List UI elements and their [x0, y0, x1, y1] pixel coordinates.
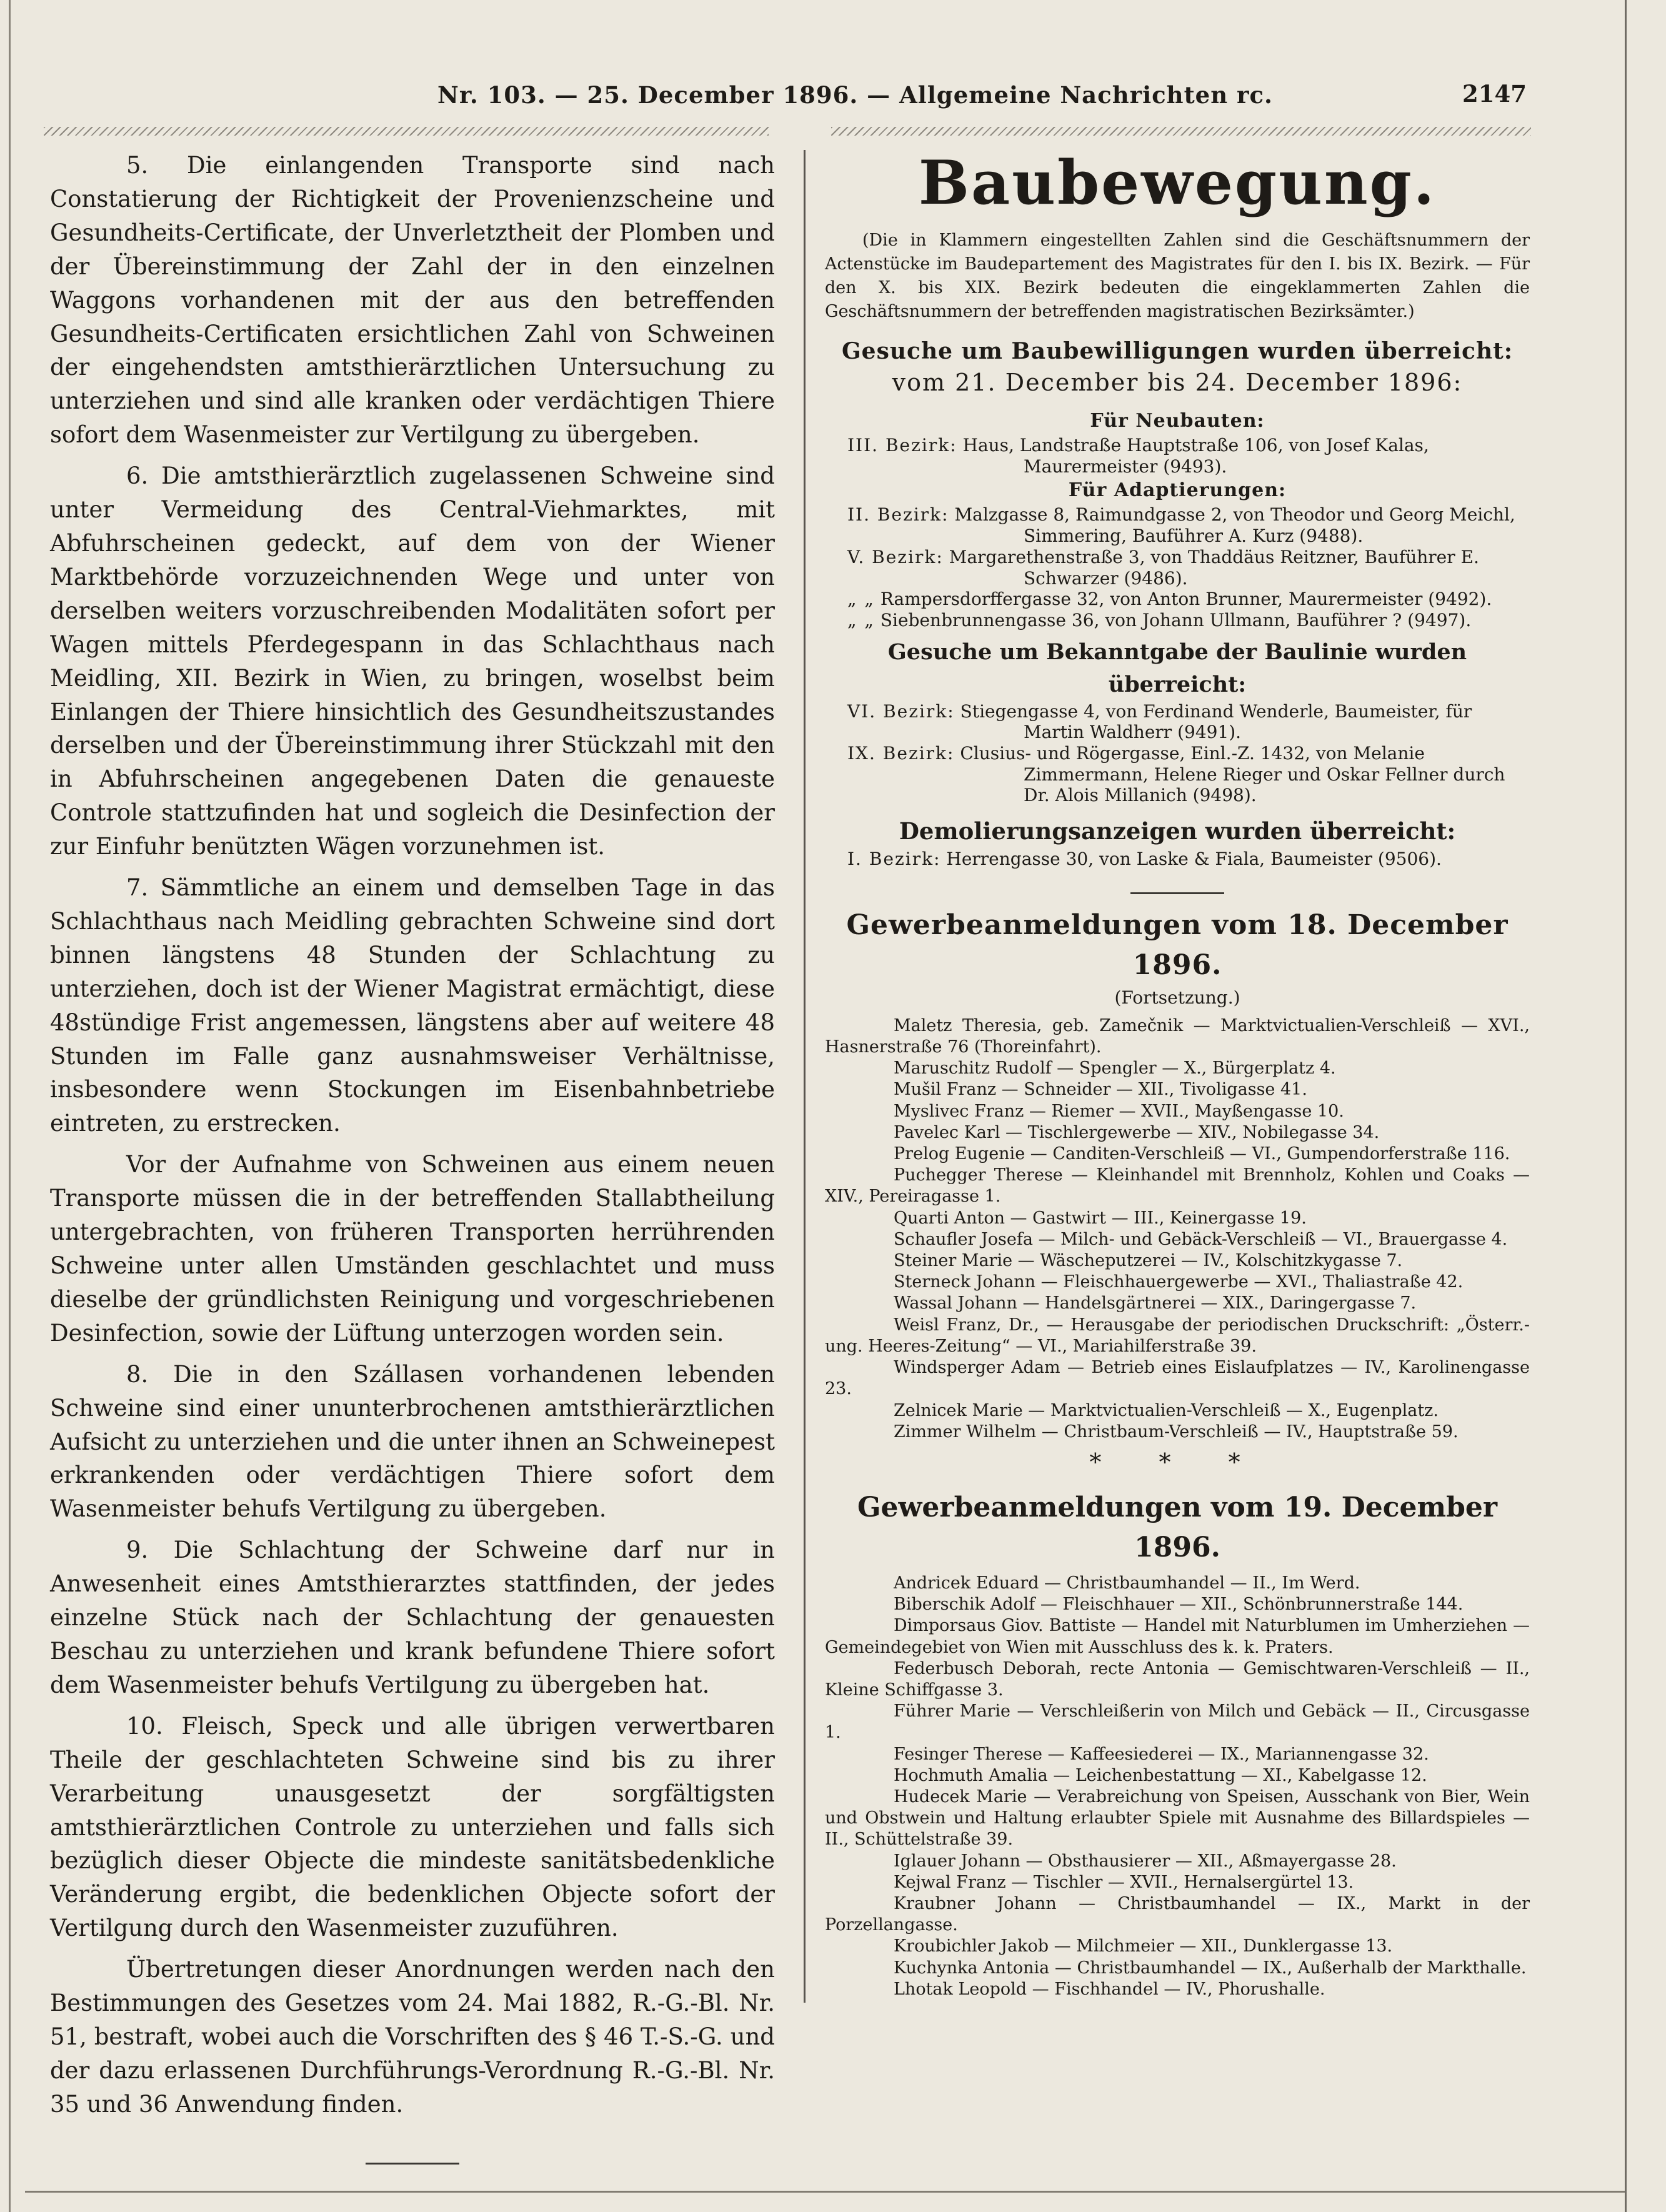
list-item: Biberschik Adolf — Fleischhauer — XII., Schönbrunnerstraße 144. — [894, 1595, 1464, 1615]
list-item: Steiner Marie — Wäscheputzerei — IV., Kolschitzkygasse 7. — [894, 1251, 1403, 1271]
list-item: Prelog Eugenie — Canditen-Verschleiß — VI., Gumpendorferstraße 116. — [894, 1144, 1510, 1164]
permit-entry — [836, 701, 1530, 743]
paragraph: 9. Die Schlachtung der Schweine darf nur in Anwesenheit eines Amtsthierarztes stattfinden, der jedes einzelne Stück nach der Schlachtung der genauesten Beschau zu unterziehen und krank befundene Thiere sofort dem Wasenmeister behufs Vertilgung zu übergeben hat. — [50, 1537, 775, 1698]
registration-list — [825, 1015, 1530, 1443]
list-item: Dimporsaus Giov. Battiste — Handel mit Naturblumen im Umherziehen — Gemeindegebiet von Wien mit Ausschluss des k. k. Praters. — [825, 1616, 1530, 1657]
paragraph: 10. Fleisch, Speck und alle übrigen verwertbaren Theile der geschlachteten Schweine sind bis zu ihrer Verarbeitung unausgesetzt der sorgfältigsten amtsthierärztlichen Controle zu unterziehen und falls sich bezüglich dieser Objecte die mindeste sanitätsbedenkliche Veränderung ergibt, die bedenklichen Objecte sofort der Vertilgung durch den Wasenmeister zuzuführen. — [50, 1712, 775, 1942]
column-divider — [804, 150, 806, 2003]
section-title: Gewerbeanmeldungen vom 19. December 1896. — [857, 1491, 1498, 1563]
district-label: IX. Bezirk: — [847, 743, 955, 764]
entry-text: Clusius- und Rögergasse, Einl.-Z. 1432, von Melanie Zimmermann, Helene Rieger und Oskar Fellner durch Dr. Alois Millanich (9498). — [960, 743, 1505, 806]
list-item: Kejwal Franz — Tischler — XVII., Hernalsergürtel 13. — [894, 1872, 1354, 1892]
entry-text: Stiegengasse 4, von Ferdinand Wenderle, Baumeister, für Martin Waldherr (9491). — [960, 700, 1472, 743]
subsection-title: Gesuche um Baubewilligungen wurden überreicht: — [841, 338, 1514, 364]
list-item: Pavelec Karl — Tischlergewerbe — XIV., Nobilegasse 34. — [894, 1122, 1380, 1142]
permit-entry — [836, 435, 1530, 477]
district-label: VI. Bezirk: — [847, 700, 955, 722]
section-title: Gewerbeanmeldungen vom 18. December 1896. — [846, 909, 1509, 981]
list-item: Windsperger Adam — Betrieb eines Eislaufplatzes — IV., Karolinengasse 23. — [825, 1358, 1530, 1399]
list-item: Zimmer Wilhelm — Christbaum-Verschleiß — IV., Hauptstraße 59. — [894, 1422, 1459, 1442]
paragraph: 6. Die amtsthierärztlich zugelassenen Schweine sind unter Vermeidung des Central-Viehmarktes, mit Abfuhrscheinen gedeckt, auf dem von der Wiener Marktbehörde vorzuzeichnenden Wege und unter von derselben weiters vorzuschreibenden Modalitäten sofort per Wagen mittels Pferdegespann in das Schlachthaus nach Meidling, XII. Bezirk in Wien, zu bringen, woselbst beim Einlangen der Thiere hinsichtlich des Gesundheitszustandes derselben und der Übereinstimmung ihrer Stückzahl mit den in Abfuhrscheinen angegebenen Daten die genaueste Controle stattzufinden hat und sogleich die Desinfection der zur Einfuhr benützten Wägen vorzunehmen ist. — [50, 462, 775, 860]
district-label: II. Bezirk: — [847, 504, 949, 526]
category-title: Für Adaptierungen: — [1068, 479, 1287, 502]
district-label: III. Bezirk: — [847, 435, 957, 456]
entry-text: Rampersdorffergasse 32, von Anton Brunner, Maurermeister (9492). — [880, 589, 1492, 610]
section-subtitle: (Fortsetzung.) — [1114, 987, 1240, 1008]
category-title: Für Neubauten: — [1090, 410, 1265, 432]
district-label: I. Bezirk: — [847, 849, 941, 870]
list-item: Puchegger Therese — Kleinhandel mit Brennholz, Kohlen und Coaks — XIV., Pereiragasse 1. — [825, 1165, 1530, 1207]
list-item: Lhotak Leopold — Fischhandel — IV., Phorushalle. — [894, 1979, 1325, 1999]
entry-text: Herrengasse 30, von Laske & Fiala, Baumeister (9506). — [946, 849, 1442, 870]
list-item: Iglauer Johann — Obsthausierer — XII., Aßmayergasse 28. — [894, 1851, 1397, 1871]
list-item: Myslivec Franz — Riemer — XVII., Mayßengasse 10. — [894, 1101, 1344, 1121]
list-item: Federbusch Deborah, recte Antonia — Gemischtwaren-Verschleiß — II., Kleine Schiffgasse 3. — [825, 1658, 1530, 1700]
left-column — [50, 149, 775, 2165]
section-note: (Die in Klammern eingestellten Zahlen sind die Geschäftsnummern der Actenstücke im Baudepartement des Magistrates für den I. bis IX. Bezirk. — Für den X. bis XIX. Bezirk bedeuten die eingeklammerten Zahlen die Geschäftsnummern der betreffenden magistratischen Bezirksämter.) — [825, 231, 1530, 321]
district-label: „ „ — [847, 609, 875, 630]
entry-text: Margarethenstraße 3, von Thaddäus Reitzner, Bauführer E. Schwarzer (9486). — [949, 546, 1479, 589]
subsection-title: Gesuche um Bekanntgabe der Baulinie wurden überreicht: — [887, 639, 1467, 697]
permit-entry — [836, 589, 1530, 610]
permit-entry — [836, 743, 1530, 806]
section-title: Baubewegung. — [918, 147, 1437, 218]
page-border-bottom — [25, 2191, 1625, 2193]
running-header — [437, 81, 1512, 109]
list-item: Hudecek Marie — Verabreichung von Speisen, Ausschank von Bier, Wein und Obstwein und Haltung erlaubter Spiele mit Ausnahme des Billardspieles — II., Schüttelstraße 39. — [825, 1786, 1530, 1850]
list-item: Sterneck Johann — Fleischhauergewerbe — XVI., Thaliastraße 42. — [894, 1272, 1464, 1292]
entry-text: Malzgasse 8, Raimundgasse 2, von Theodor und Georg Meichl, Simmering, Bauführer A. Kurz (9488). — [954, 504, 1515, 547]
section-separator — [366, 2163, 459, 2165]
list-item: Andricek Eduard — Christbaumhandel — II., Im Werd. — [894, 1573, 1360, 1593]
entry-text: Haus, Landstraße Hauptstraße 106, von Josef Kalas, Maurermeister (9493). — [962, 435, 1429, 477]
paragraph: 8. Die in den Szállasen vorhandenen lebenden Schweine sind einer ununterbrochenen amtsthierärztlichen Aufsicht zu unterziehen und die unter ihnen an Schweinepest erkrankenden oder verdächtigen Thiere sofort dem Wasenmeister behufs Vertilgung zu übergeben. — [50, 1360, 775, 1523]
list-item: Maruschitz Rudolf — Spengler — X., Bürgerplatz 4. — [894, 1059, 1336, 1079]
issue-line: Nr. 103. — 25. December 1896. — Allgemeine Nachrichten rc. — [437, 81, 1273, 109]
permit-entry — [836, 610, 1530, 631]
list-item: Kroubichler Jakob — Milchmeier — XII., Dunklergasse 13. — [894, 1936, 1393, 1956]
section-separator — [1130, 892, 1224, 894]
list-item: Kuchynka Antonia — Christbaumhandel — IX., Außerhalb der Markthalle. — [894, 1958, 1527, 1978]
list-item: Hochmuth Amalia — Leichenbestattung — XI., Kabelgasse 12. — [894, 1765, 1427, 1785]
list-item: Mušil Franz — Schneider — XII., Tivoligasse 41. — [894, 1080, 1307, 1100]
page-number: 2147 — [1462, 80, 1527, 107]
district-label: V. Bezirk: — [847, 546, 944, 567]
list-item: Zelnicek Marie — Marktvictualien-Verschleiß — X., Eugenplatz. — [894, 1400, 1439, 1420]
permit-entry — [836, 547, 1530, 589]
paragraph: 7. Sämmtliche an einem und demselben Tage in das Schlachthaus nach Meidling gebrachten Schweine sind dort binnen längstens 48 Stunden der Schlachtung zu unterziehen, doch ist der Wiener Magistrat ermächtigt, diese 48stündige Frist angemessen, längstens aber auf weitere 48 Stunden im Falle ganz ausnahmsweiser Verhältnisse, insbesondere wenn Stockungen im Eisenbahnbetriebe eintreten, zu erstrecken. — [50, 874, 775, 1137]
page-border-right — [1625, 0, 1627, 2212]
permit-entry — [836, 504, 1530, 546]
permit-entry — [836, 849, 1530, 870]
header-ornament-right — [831, 127, 1531, 136]
asterism: * * * — [1089, 1448, 1265, 1476]
list-item: Fesinger Therese — Kaffeesiederei — IX., Mariannengasse 32. — [894, 1744, 1429, 1764]
list-item: Quarti Anton — Gastwirt — III., Keinergasse 19. — [894, 1208, 1307, 1228]
district-label: „ „ — [847, 589, 875, 610]
date-range: vom 21. December bis 24. December 1896: — [892, 369, 1463, 396]
entry-text: Siebenbrunnengasse 36, von Johann Ullmann, Bauführer ? (9497). — [880, 609, 1472, 630]
right-column — [825, 149, 1530, 2000]
list-item: Weisl Franz, Dr., — Herausgabe der periodischen Druckschrift: „Österr.-ung. Heeres-Zeitung“ — VI., Mariahilferstraße 39. — [825, 1315, 1530, 1356]
list-item: Schaufler Josefa — Milch- und Gebäck-Verschleiß — VI., Brauergasse 4. — [894, 1229, 1508, 1249]
header-ornament-left — [44, 127, 769, 136]
paragraph: 5. Die einlangenden Transporte sind nach Constatierung der Richtigkeit der Provenienzscheine und Gesundheits-Certificate, der Unverletztheit der Plomben und der Übereinstimmung der Zahl der in den einzelnen Waggons vorhandenen mit der aus den betreffenden Gesundheits-Certificaten ersichtlichen Zahl von Schweinen der eingehendsten amtsthierärztlichen Untersuchung zu unterziehen und sind alle kranken oder verdächtigen Thiere sofort dem Wasenmeister zur Vertilgung zu übergeben. — [50, 152, 775, 449]
list-item: Wassal Johann — Handelsgärtnerei — XIX., Daringergasse 7. — [894, 1293, 1417, 1313]
list-item: Kraubner Johann — Christbaumhandel — IX., Markt in der Porzellangasse. — [825, 1893, 1530, 1935]
page-border-left — [9, 0, 11, 2212]
registration-list — [825, 1573, 1530, 2000]
paragraph: Vor der Aufnahme von Schweinen aus einem neuen Transporte müssen die in der betreffenden Stallabtheilung untergebrachten, von früheren Transporten herrührenden Schweine unter allen Umständen geschlachtet und muss dieselbe der gründlichsten Reinigung und vorgeschriebenen Desinfection, sowie der Lüftung unterzogen worden sein. — [50, 1151, 775, 1347]
paragraph: Übertretungen dieser Anordnungen werden nach den Bestimmungen des Gesetzes vom 24. Mai 1882, R.-G.-Bl. Nr. 51, bestraft, wobei auch die Vorschriften des § 46 T.-S.-G. und der dazu erlassenen Durchführungs-Verordnung R.-G.-Bl. Nr. 35 und 36 Anwendung finden. — [50, 1956, 775, 2118]
list-item: Maletz Theresia, geb. Zamečnik — Marktvictualien-Verschleiß — XVI., Hasnerstraße 76 (Thoreinfahrt). — [825, 1015, 1530, 1057]
subsection-title: Demolierungsanzeigen wurden überreicht: — [899, 817, 1456, 845]
list-item: Führer Marie — Verschleißerin von Milch und Gebäck — II., Circusgasse 1. — [825, 1701, 1530, 1743]
